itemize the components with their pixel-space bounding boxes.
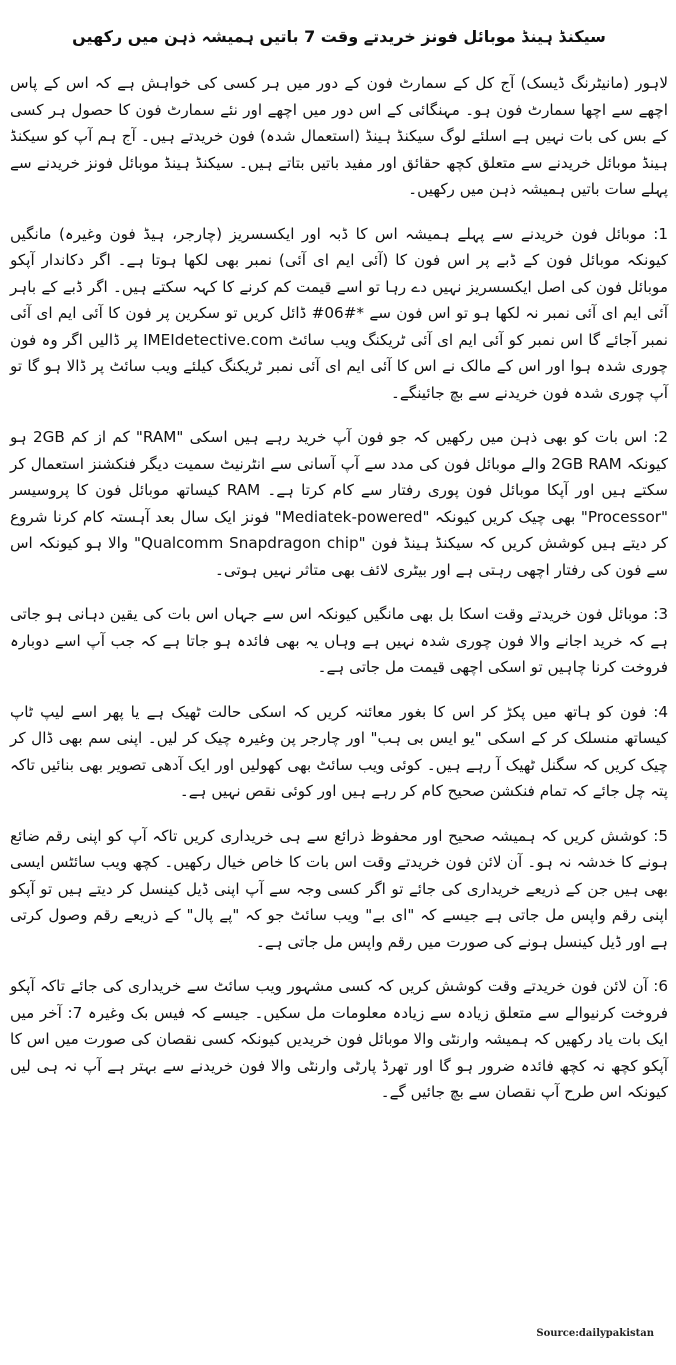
tip-5-paragraph: 5: کوشش کریں کہ ہمیشہ صحیح اور محفوظ ذرائع سے ہی خریداری کریں تاکہ آپ کو اپنی رقم ضائع ہونے کا خدشہ نہ ہو۔ آن لائن فون خریدتے وقت اس بات کا خاص خیال رکھیں۔ کچھ ویب سائٹس ایسی بھی ہیں جن کے ذریعے خریداری کی جائے تو اگر کسی وجہ سے آپ اپنی ڈیل کینسل کر دیتے ہیں تو آپکو اپنی رقم واپس مل جاتی ہے جیسے کہ "ای بے" ویب سائٹ جو کہ "پے پال" کے ذریعے رقم وصول کرتی ہے اور ڈیل کینسل ہونے کی صورت میں رقم واپس مل جاتی ہے۔	[10, 826, 668, 951]
tip-1-paragraph: 1: موبائل فون خریدنے سے پہلے ہمیشہ اس کا ڈبہ اور ایکسسریز (چارجر، ہیڈ فون وغیرہ) مانگیں کیونکہ موبائل فون کے ڈبے پر اس فون کا (آئی ایم ای آئی) نمبر بھی لکھا ہوتا ہے۔ اگر دکاندار آپکو موبائل فون کی اصل ایکسسریز نہیں دے رہا تو اسے قیمت کم کرنے کا کہہ سکتے ہیں۔ اگر ڈبے کے باہر آئی ایم ای آئی نمبر نہ لکھا ہو تو اس فون سے *#06# ڈائل کریں تو سکرین پر فون کا آئی ایم ای آئی نمبر آجائے گا اس نمبر کو آئی ایم ای آئی ٹریکنگ ویب سائٹ IMEIdetective.com پر ڈالیں اگر وہ فون چوری شدہ ہوا اور اس کے مالک نے اس کا آئی ایم ای آئی نمبر ٹریکنگ کیلئے ویب سائٹ پر ڈالا ہو گا تو آپ چوری شدہ فون خریدنے سے بچ جائینگے۔	[10, 224, 669, 402]
article-intro-paragraph: لاہور (مانیٹرنگ ڈیسک) آج کل کے سمارٹ فون کے دور میں ہر کسی کی خواہش ہے کہ اس کے پاس اچھے سے اچھا سمارٹ فون ہو۔ مہنگائی کے اس دور میں اچھے اور نئے سمارٹ فون کا حصول ہر کسی کے بس کی بات نہیں ہے اسلئے لوگ سیکنڈ ہینڈ (استعمال شدہ) فون خریدتے ہیں۔ آج ہم آپ کو سیکنڈ ہینڈ موبائل خریدنے سے متعلق کچھ حقائق اور مفید باتیں بتاتے ہیں۔ سیکنڈ ہینڈ موبائل فونز خریدنے سے پہلے سات باتیں ہمیشہ ذہن میں رکھیں۔	[10, 74, 668, 198]
tip-3-paragraph: 3: موبائل فون خریدتے وقت اسکا بل بھی مانگیں کیونکہ اس سے جہاں اس بات کی یقین دہانی ہو جاتی ہے کہ خرید اجانے والا فون چوری شدہ نہیں ہے وہاں یہ بھی فائدہ ہو جاتا ہے کہ جب آپ اسے دوبارہ فروخت کرنا چاہیں تو اسکی اچھی قیمت مل جاتی ہے۔	[10, 605, 668, 676]
tip-6-7-paragraph: 6: آن لائن فون خریدتے وقت کوشش کریں کہ کسی مشہور ویب سائٹ سے خریداری کی جائے تاکہ آپکو فروخت کرنیوالے سے متعلق زیادہ سے زیادہ معلومات مل سکیں۔ جیسے کہ فیس بک وغیرہ 7: آخر میں ایک بات یاد رکھیں کہ ہمیشہ وارنٹی والا موبائل فون خریدیں کیونکہ کسی نقصان کی صورت میں اس کا آپکو کچھ نہ کچھ فائدہ ضرور ہو گا اور تھرڈ پارٹی وارنٹی والا فون خریدنے سے بہتر ہے آپ نہ ہی لیں کیونکہ اس طرح آپ نقصان سے بچ جائیں گے۔	[10, 977, 668, 1101]
tip-4-paragraph: 4: فون کو ہاتھ میں پکڑ کر اس کا بغور معائنہ کریں کہ اسکی حالت ٹھیک ہے یا پھر اسے لیپ ٹاپ کیساتھ منسلک کر کے اسکی "یو ایس بی ہب" اور چارجر پن وغیرہ چیک کر لیں۔ اپنی سم بھی ڈال کر چیک کریں کہ سگنل ٹھیک آ رہے ہیں۔ کوئی ویب سائٹ بھی کھولیں اور ایک آدھی تصویر بھی بنائیں تاکہ پتہ چل جائے کہ تمام فنکشن صحیح کام کر رہے ہیں اور کوئی نقص نہیں ہے۔	[10, 702, 668, 800]
article-title: سیکنڈ ہینڈ موبائل فونز خریدتے وقت 7 باتیں ہمیشہ ذہن میں رکھیں	[72, 27, 606, 46]
source-credit: Source:dailypakistan	[536, 1328, 654, 1339]
tip-2-paragraph: 2: اس بات کو بھی ذہن میں رکھیں کہ جو فون آپ خرید رہے ہیں اسکی "RAM" کم از کم 2GB ہو کیونکہ 2GB RAM والے موبائل فون کی مدد سے آپ آسانی سے انٹرنیٹ سمیت دیگر فنکشنز استعمال کر سکتے ہیں اور آپکا موبائل فون پوری رفتار سے کام کرتا ہے۔ RAM کیساتھ موبائل فون کا پروسیسر "Processor" بھی چیک کریں کیونکہ "Mediatek-powered" فونز ایک سال بعد آہستہ کام کرنا شروع کر دیتے ہیں کوشش کریں کہ سیکنڈ ہینڈ فون "Qualcomm Snapdragon chip" والا ہو کیونکہ اس سے فون کی رفتار اچھی رہتی ہے اور بیٹری لائف بھی متاثر نہیں ہوتی۔	[10, 428, 669, 579]
